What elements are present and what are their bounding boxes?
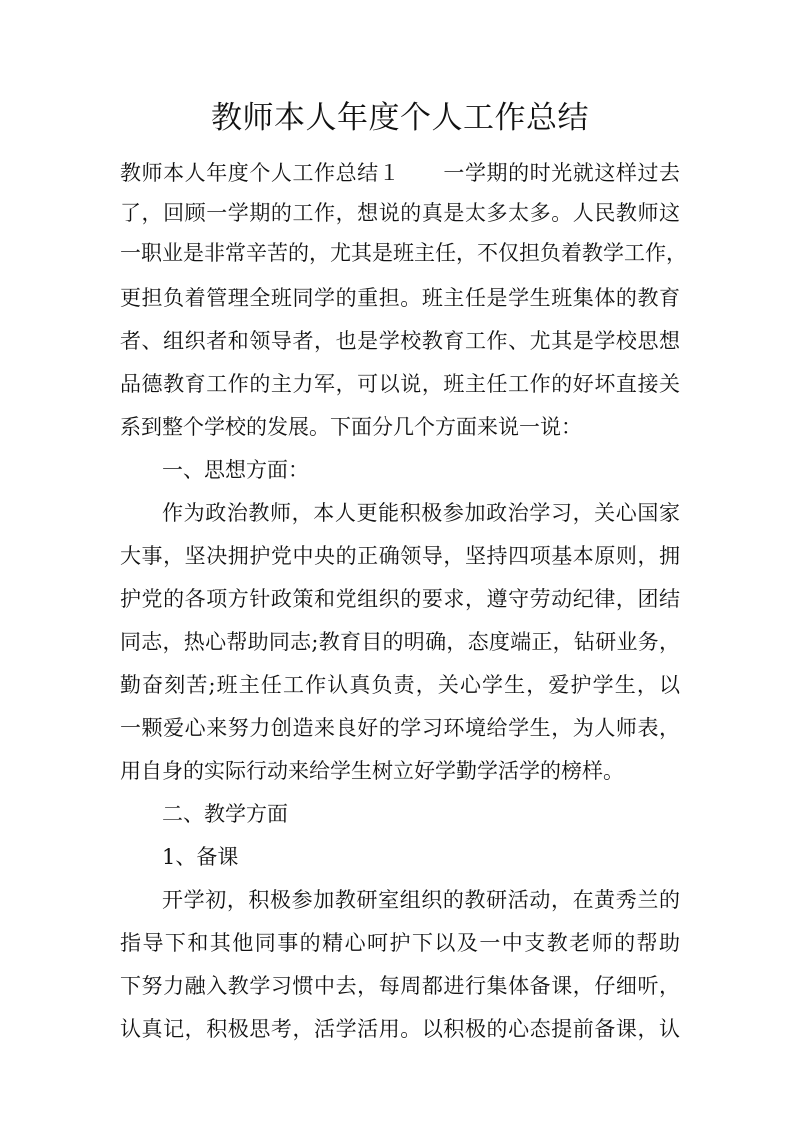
paragraph-line: 开学初，积极参加教研室组织的教研活动，在黄秀兰的 bbox=[162, 888, 680, 912]
paragraph-line: 勤奋刻苦;班主任工作认真负责，关心学生，爱护学生，以 bbox=[120, 673, 680, 697]
section-heading: 二、教学方面 bbox=[162, 802, 288, 826]
paragraph-line: 同志，热心帮助同志;教育目的明确，态度端正，钻研业务， bbox=[120, 630, 680, 654]
subsection-heading: 1、备课 bbox=[162, 845, 239, 869]
paragraph-line: 系到整个学校的发展。下面分几个方面来说一说： bbox=[120, 415, 582, 439]
paragraph-line: 大事，坚决拥护党中央的正确领导，坚持四项基本原则，拥 bbox=[120, 544, 680, 568]
paragraph-line: 品德教育工作的主力军，可以说，班主任工作的好坏直接关 bbox=[120, 372, 680, 396]
paragraph-line: 认真记，积极思考，活学活用。以积极的心态提前备课，认 bbox=[120, 1017, 680, 1041]
paragraph-line: 更担负着管理全班同学的重担。班主任是学生班集体的教育 bbox=[120, 286, 680, 310]
paragraph-line: 作为政治教师，本人更能积极参加政治学习，关心国家 bbox=[162, 501, 680, 525]
paragraph-line: 了，回顾一学期的工作，想说的真是太多太多。人民教师这 bbox=[120, 201, 680, 225]
document-title: 教师本人年度个人工作总结 bbox=[211, 100, 589, 136]
section-heading: 一、思想方面： bbox=[162, 458, 309, 482]
paragraph-line: 护党的各项方针政策和党组织的要求，遵守劳动纪律，团结 bbox=[120, 587, 680, 611]
paragraph-line: 一职业是非常辛苦的，尤其是班主任，不仅担负着教学工作， bbox=[120, 241, 687, 265]
paragraph-line: 者、组织者和领导者，也是学校教育工作、尤其是学校思想 bbox=[120, 329, 680, 353]
paragraph-line: 指导下和其他同事的精心呵护下以及一中支教老师的帮助 bbox=[120, 931, 680, 955]
paragraph-line: 教师本人年度个人工作总结１ 一学期的时光就这样过去 bbox=[120, 161, 680, 185]
paragraph-line: 下努力融入教学习惯中去，每周都进行集体备课，仔细听， bbox=[120, 974, 680, 998]
paragraph-line: 用自身的实际行动来给学生树立好学勤学活学的榜样。 bbox=[120, 759, 624, 783]
paragraph-line: 一颗爱心来努力创造来良好的学习环境给学生，为人师表， bbox=[120, 716, 680, 740]
